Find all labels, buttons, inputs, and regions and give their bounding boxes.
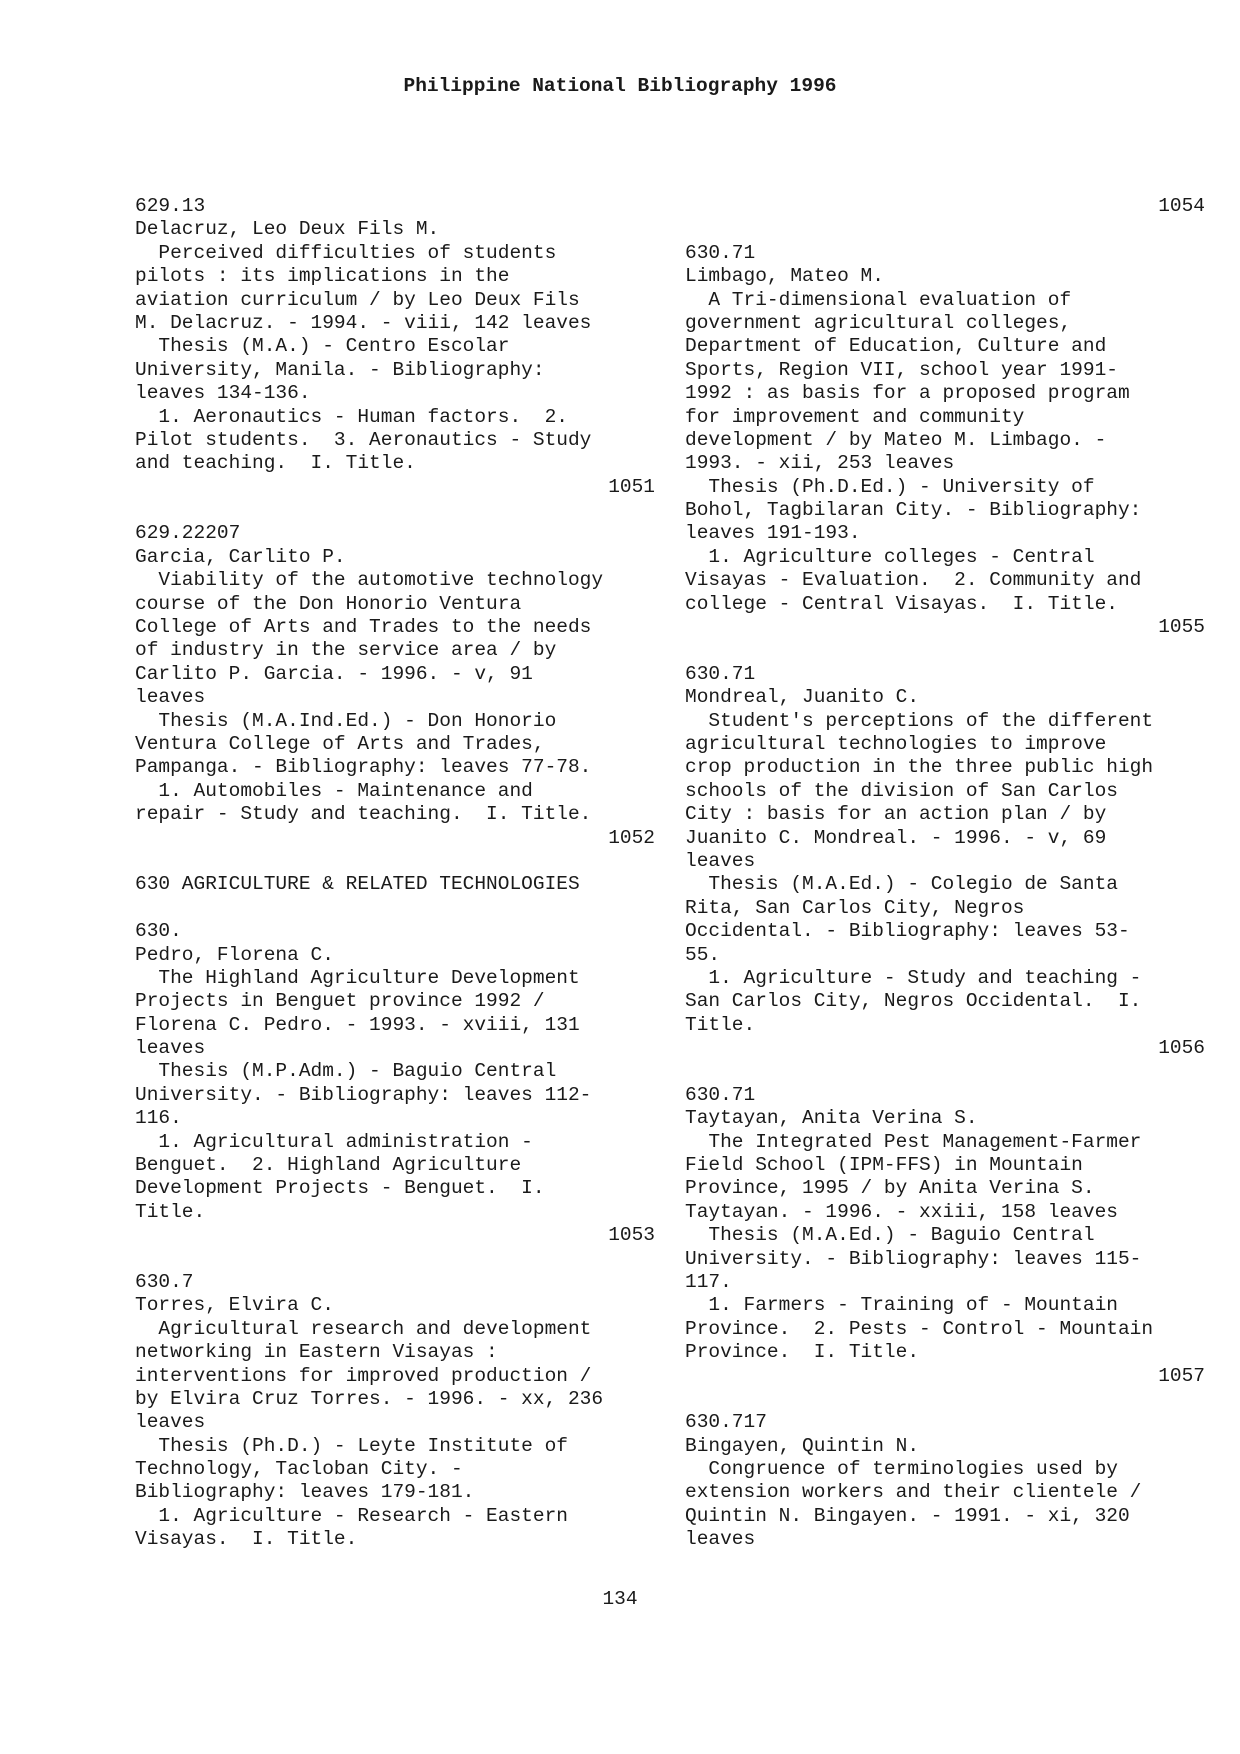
text-line: 630.71: [685, 1083, 756, 1106]
text-line: Perceived difficulties of students: [135, 241, 557, 264]
text-line: Visayas. I. Title.: [135, 1528, 358, 1551]
entry-number: 1055: [1158, 616, 1205, 639]
blank-line: [135, 897, 655, 920]
text-line: Province. 2. Pests - Control - Mountain: [685, 1317, 1154, 1340]
text-line: 1. Farmers - Training of - Mountain: [685, 1294, 1118, 1317]
text-line: 117.: [685, 1270, 732, 1293]
text-line: 630.7: [135, 1270, 194, 1293]
text-line: leaves 191-193.: [685, 522, 861, 545]
entry-number: 1056: [1158, 1037, 1205, 1060]
text-line: Thesis (M.A.Ed.) - Baguio Central: [685, 1224, 1095, 1247]
text-line: schools of the division of San Carlos: [685, 779, 1118, 802]
text-line: for improvement and community: [685, 405, 1025, 428]
text-line: Pampanga. - Bibliography: leaves 77-78.: [135, 756, 592, 779]
text-line: 630 AGRICULTURE & RELATED TECHNOLOGIES: [135, 873, 580, 896]
text-line: Title.: [685, 1013, 756, 1036]
text-line: Taytayan. - 1996. - xxiii, 158 leaves: [685, 1200, 1118, 1223]
text-line: Province. I. Title.: [685, 1341, 920, 1364]
blank-line: [685, 1388, 1205, 1411]
text-line: 629.13: [135, 195, 206, 217]
text-line: extension workers and their clientele /: [685, 1481, 1142, 1504]
page-title: Philippine National Bibliography 1996: [403, 75, 837, 97]
text-line: 1. Agricultural administration -: [135, 1130, 533, 1153]
text-line: Agricultural research and development: [135, 1317, 592, 1340]
text-line: City : basis for an action plan / by: [685, 803, 1107, 826]
text-line: agricultural technologies to improve: [685, 732, 1107, 755]
text-line: Thesis (M.A.) - Centro Escolar: [135, 335, 510, 358]
text-line: course of the Don Honorio Ventura: [135, 592, 522, 615]
blank-line: [685, 218, 1205, 241]
text-line: Viability of the automotive technology: [135, 569, 604, 592]
text-line: development / by Mateo M. Limbago. -: [685, 428, 1107, 451]
text-line: Thesis (Ph.D.) - Leyte Institute of: [135, 1434, 568, 1457]
text-line: 1. Automobiles - Maintenance and: [135, 779, 533, 802]
text-line: 55.: [685, 943, 721, 966]
text-line: leaves: [135, 1037, 206, 1060]
text-line: 1. Aeronautics - Human factors. 2.: [135, 405, 568, 428]
entry-number: 1053: [608, 1224, 655, 1247]
text-line: Occidental. - Bibliography: leaves 53-: [685, 920, 1130, 943]
text-line: The Integrated Pest Management-Farmer: [685, 1130, 1142, 1153]
text-line: A Tri-dimensional evaluation of: [685, 288, 1072, 311]
text-line: Visayas - Evaluation. 2. Community and: [685, 569, 1142, 592]
text-line: 1993. - xii, 253 leaves: [685, 452, 955, 475]
text-line: Thesis (Ph.D.Ed.) - University of: [685, 475, 1095, 498]
right-column: [685, 195, 1205, 1552]
text-line: by Elvira Cruz Torres. - 1996. - xx, 236: [135, 1387, 604, 1410]
text-line: leaves: [135, 1411, 206, 1434]
text-line: Projects in Benguet province 1992 /: [135, 990, 545, 1013]
text-line: Florena C. Pedro. - 1993. - xviii, 131: [135, 1013, 580, 1036]
text-line: Mondreal, Juanito C.: [685, 686, 920, 709]
page-number: 134: [602, 1588, 638, 1610]
text-line: Bingayen, Quintin N.: [685, 1434, 920, 1457]
text-line: Thesis (M.P.Adm.) - Baguio Central: [135, 1060, 557, 1083]
blank-line: [685, 1060, 1205, 1083]
text-line: 630.: [135, 920, 182, 943]
text-line: 630.717: [685, 1411, 767, 1434]
text-line: University, Manila. - Bibliography:: [135, 358, 545, 381]
text-line: University. - Bibliography: leaves 115-: [685, 1247, 1142, 1270]
text-line: Ventura College of Arts and Trades,: [135, 732, 545, 755]
text-line: 630.71: [685, 241, 756, 264]
text-line: leaves: [685, 1528, 756, 1551]
text-line: 1. Agriculture colleges - Central: [685, 545, 1095, 568]
text-line: 629.22207: [135, 522, 241, 545]
text-line: pilots : its implications in the: [135, 265, 510, 288]
text-line: of industry in the service area / by: [135, 639, 557, 662]
text-line: Quintin N. Bingayen. - 1991. - xi, 320: [685, 1504, 1130, 1527]
text-line: Development Projects - Benguet. I.: [135, 1177, 545, 1200]
entry-number: 1054: [1158, 195, 1205, 217]
text-line: 1. Agriculture - Study and teaching -: [685, 966, 1142, 989]
text-line: Title.: [135, 1200, 206, 1223]
entry-number: 1057: [1158, 1364, 1205, 1387]
blank-line: [135, 1248, 655, 1271]
text-line: San Carlos City, Negros Occidental. I.: [685, 990, 1142, 1013]
text-line: 116.: [135, 1107, 182, 1130]
entry-number: 1052: [608, 826, 655, 849]
blank-line: [135, 499, 655, 522]
text-line: College of Arts and Trades to the needs: [135, 616, 592, 639]
left-column: [135, 195, 655, 1552]
text-line: Sports, Region VII, school year 1991-: [685, 358, 1118, 381]
text-line: University. - Bibliography: leaves 112-: [135, 1083, 592, 1106]
text-line: Benguet. 2. Highland Agriculture: [135, 1154, 522, 1177]
text-line: Technology, Tacloban City. -: [135, 1458, 463, 1481]
entry-number: 1051: [608, 475, 655, 498]
text-line: Student's perceptions of the different: [685, 709, 1154, 732]
text-line: Taytayan, Anita Verina S.: [685, 1107, 978, 1130]
text-line: Carlito P. Garcia. - 1996. - v, 91: [135, 662, 533, 685]
text-line: Province, 1995 / by Anita Verina S.: [685, 1177, 1095, 1200]
text-line: Field School (IPM-FFS) in Mountain: [685, 1154, 1083, 1177]
text-line: Congruence of terminologies used by: [685, 1458, 1118, 1481]
text-line: leaves 134-136.: [135, 382, 311, 405]
blank-line: [685, 639, 1205, 662]
text-line: Thesis (M.A.Ed.) - Colegio de Santa: [685, 873, 1118, 896]
text-line: aviation curriculum / by Leo Deux Fils: [135, 288, 580, 311]
text-line: 630.71: [685, 662, 756, 685]
text-line: crop production in the three public high: [685, 756, 1154, 779]
text-line: repair - Study and teaching. I. Title.: [135, 803, 592, 826]
text-line: 1992 : as basis for a proposed program: [685, 382, 1130, 405]
text-line: leaves: [135, 686, 206, 709]
text-line: networking in Eastern Visayas :: [135, 1341, 498, 1364]
text-line: college - Central Visayas. I. Title.: [685, 592, 1118, 615]
text-line: Thesis (M.A.Ind.Ed.) - Don Honorio: [135, 709, 557, 732]
text-line: The Highland Agriculture Development: [135, 966, 580, 989]
blank-line: [135, 850, 655, 873]
text-line: Bohol, Tagbilaran City. - Bibliography:: [685, 499, 1142, 522]
text-line: Pilot students. 3. Aeronautics - Study: [135, 428, 592, 451]
text-line: Department of Education, Culture and: [685, 335, 1107, 358]
text-line: Garcia, Carlito P.: [135, 545, 346, 568]
text-line: Rita, San Carlos City, Negros: [685, 896, 1025, 919]
text-line: Delacruz, Leo Deux Fils M.: [135, 218, 440, 241]
text-line: leaves: [685, 849, 756, 872]
text-line: interventions for improved production /: [135, 1364, 592, 1387]
text-line: Torres, Elvira C.: [135, 1294, 334, 1317]
text-line: Bibliography: leaves 179-181.: [135, 1481, 475, 1504]
text-line: government agricultural colleges,: [685, 311, 1072, 334]
text-line: 1. Agriculture - Research - Eastern: [135, 1504, 568, 1527]
text-line: Juanito C. Mondreal. - 1996. - v, 69: [685, 826, 1107, 849]
text-line: and teaching. I. Title.: [135, 452, 416, 475]
text-line: Pedro, Florena C.: [135, 943, 334, 966]
text-line: M. Delacruz. - 1994. - viii, 142 leaves: [135, 311, 592, 334]
text-line: Limbago, Mateo M.: [685, 265, 884, 288]
